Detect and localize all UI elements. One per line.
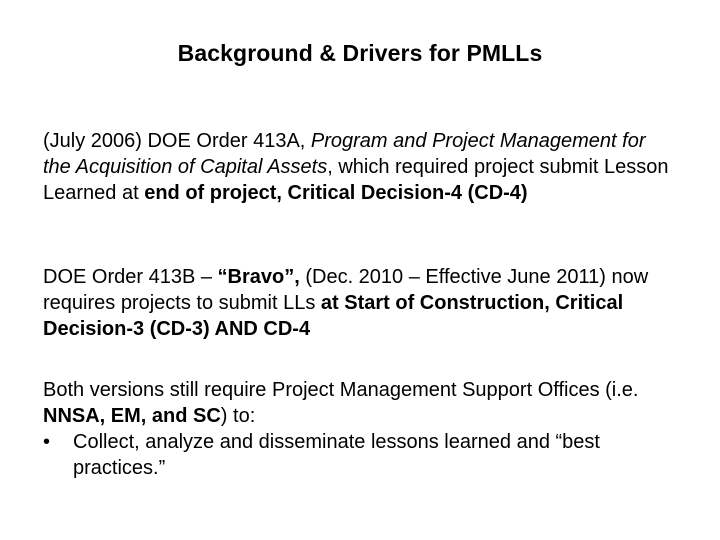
text-run: (July 2006) DOE Order 413A, (43, 130, 311, 152)
bullet-icon: • (43, 431, 51, 453)
slide-title: Background & Drivers for PMLLs (177, 40, 543, 66)
italic-text-run: Program and Project Management for the Acquisition of Capital Assets (43, 130, 646, 178)
text-run: (Dec. 2010 – Effective June 2011) now requires projects to submit LLs (43, 266, 649, 314)
bold-text-run: at Start of Construction, Critical Decision-3 (CD-3) AND CD-4 (43, 292, 624, 340)
text-run: , which required project submit Lesson Learned at (43, 156, 669, 204)
bullet-text: Collect, analyze and disseminate lessons learned and “best practices.” (73, 431, 600, 479)
paragraph-intro (43, 377, 678, 429)
text-run: ) to: (220, 405, 256, 427)
bullet-item (43, 429, 678, 481)
bold-text-run: NNSA, EM, and SC (43, 405, 221, 427)
bold-text-run: end of project, Critical Decision-4 (CD-4) (144, 182, 528, 204)
bold-text-run: “Bravo”, (217, 266, 300, 288)
paragraph-doe-order-413a (43, 128, 678, 206)
paragraph-doe-order-413b (43, 264, 678, 342)
text-run: Both versions still require Project Management Support Offices (i.e. (43, 379, 639, 401)
paragraph-both-versions (43, 377, 678, 481)
text-run: DOE Order 413B – (43, 266, 218, 288)
